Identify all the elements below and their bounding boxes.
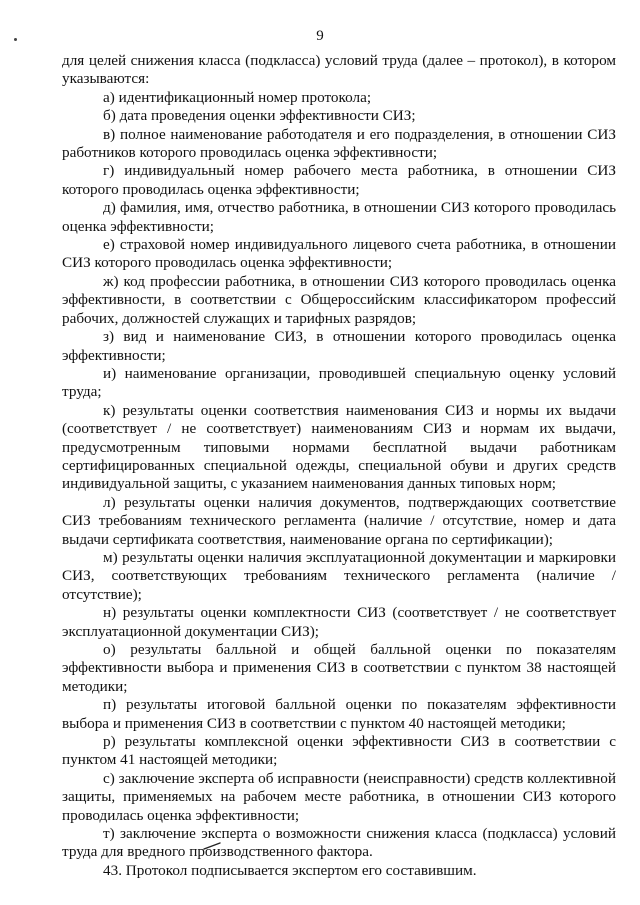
- list-item-v: в) полное наименование работодателя и его подразделения, в отношении СИЗ работников которого проводилась оценка эффективности;: [62, 125, 616, 162]
- list-item-p: п) результаты итоговой балльной оценки по показателям эффективности выбора и применения СИЗ в соответствии с пунктом 40 настоящей методики;: [62, 696, 616, 732]
- list-item-i: и) наименование организации, проводившей специальную оценку условий труда;: [62, 364, 616, 401]
- list-item-n: н) результаты оценки комплектности СИЗ (соответствует / не соответствует эксплуатационной документации СИЗ);: [62, 604, 616, 640]
- page-number: 9: [316, 28, 324, 44]
- list-item-a: а) идентификационный номер протокола;: [103, 88, 372, 106]
- list-item-t: т) заключение эксперта о возможности снижения класса (подкласса) условий труда для вредного производственного фактора.: [62, 825, 616, 861]
- list-item-s: с) заключение эксперта об исправности (неисправности) средств коллективной защиты, применяемых на рабочем месте работника, в отношении СИЗ которого проводилась оценка эффективности;: [62, 769, 616, 824]
- list-item-d: д) фамилия, имя, отчество работника, в отношении СИЗ которого проводилась оценка эффективности;: [62, 199, 616, 235]
- list-item-e: е) страховой номер индивидуального лицевого счета работника, в отношении СИЗ которого проводилась оценка эффективности;: [62, 236, 616, 272]
- list-item-z: з) вид и наименование СИЗ, в отношении которого проводилась оценка эффективности;: [62, 328, 616, 364]
- list-item-g: г) индивидуальный номер рабочего места работника, в отношении СИЗ которого проводилась оценка эффективности;: [62, 162, 616, 198]
- intro-paragraph: для целей снижения класса (подкласса) условий труда (далее – протокол), в котором указываются:: [62, 52, 616, 88]
- list-item-m: м) результаты оценки наличия эксплуатационной документации и маркировки СИЗ, соответствующих требованиям технического регламента (наличие / отсутствие);: [62, 548, 616, 603]
- list-item-r: р) результаты комплексной оценки эффективности СИЗ в соответствии с пунктом 41 настоящей методики;: [62, 733, 616, 769]
- list-item-o: о) результаты балльной и общей балльной оценки по показателям эффективности выбора и применения СИЗ в соответствии с пунктом 38 настоящей методики;: [62, 641, 616, 695]
- list-item-zh: ж) код профессии работника, в отношении СИЗ которого проводилась оценка эффективности, в соответствии с Общероссийским классификатором профессий рабочих, должностей служащих и тарифных разрядов;: [62, 272, 616, 327]
- list-item-l: л) результаты оценки наличия документов, подтверждающих соответствие СИЗ требованиям технического регламента (наличие / отсутствие, номер и дата выдачи сертификата соответствия, наименование органа по сертификации);: [62, 493, 616, 548]
- clause-43-paragraph: 43. Протокол подписывается экспертом его составившим.: [103, 861, 477, 879]
- pen-stroke-mark: [203, 842, 221, 850]
- list-item-b: б) дата проведения оценки эффективности СИЗ;: [103, 107, 416, 125]
- document-body: [62, 52, 616, 880]
- list-item-k: к) результаты оценки соответствия наименования СИЗ и нормы их выдачи (соответствует / не соответствует) наименованиям СИЗ и нормам их выдачи, предусмотренным типовыми нормами бесплатной выдачи работникам сертифицированных специальной одежды, специальной обуви и других средств индивидуальной защиты, с указанием наименования данных типовых норм;: [62, 401, 616, 493]
